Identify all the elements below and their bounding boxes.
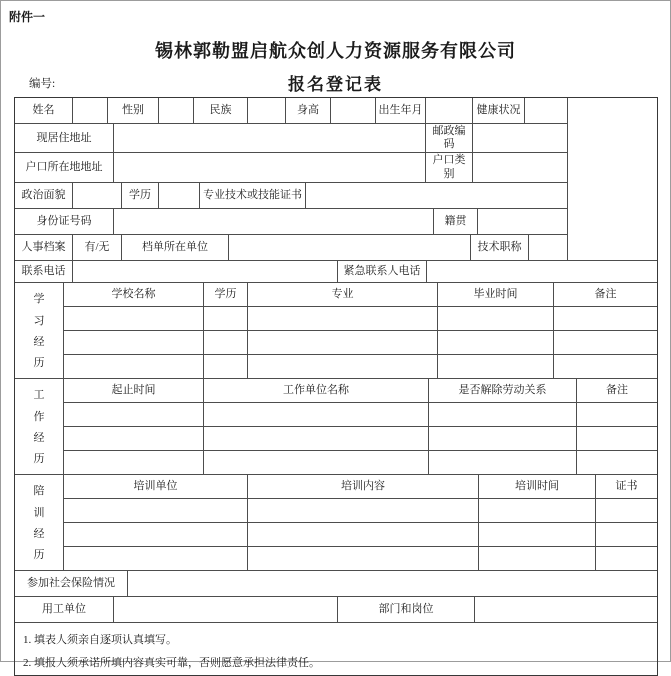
work-section-label bbox=[15, 379, 64, 474]
graduation-time-input-cell[interactable] bbox=[438, 331, 554, 354]
gender-input-cell[interactable] bbox=[159, 98, 194, 123]
training-section-body bbox=[64, 475, 657, 570]
registration-table bbox=[14, 97, 658, 676]
training-unit-input-cell[interactable] bbox=[64, 499, 248, 522]
major-input-cell[interactable] bbox=[248, 307, 438, 330]
labor-relation-input-cell[interactable] bbox=[429, 427, 577, 450]
education-input-cell[interactable] bbox=[159, 183, 200, 208]
work-unit-input-cell[interactable] bbox=[204, 403, 429, 426]
study-entry-row bbox=[64, 331, 657, 355]
graduation-time-input-cell[interactable] bbox=[438, 307, 554, 330]
phone-label: 联系电话 bbox=[15, 261, 73, 282]
training-unit-input-cell[interactable] bbox=[64, 547, 248, 570]
employer-row bbox=[15, 597, 657, 623]
training-content-input-cell[interactable] bbox=[248, 499, 479, 522]
social-insurance-row bbox=[15, 571, 657, 597]
school-name-header: 学校名称 bbox=[64, 283, 204, 306]
work-period-input-cell[interactable] bbox=[64, 403, 204, 426]
labor-relation-input-cell[interactable] bbox=[429, 403, 577, 426]
study-education-input-cell[interactable] bbox=[204, 355, 248, 378]
health-label: 健康状况 bbox=[473, 98, 525, 123]
study-section bbox=[15, 283, 657, 379]
work-section-body bbox=[64, 379, 657, 474]
training-entry-row bbox=[64, 523, 657, 547]
height-label: 身高 bbox=[286, 98, 331, 123]
study-section-label bbox=[15, 283, 64, 378]
photo-cell[interactable] bbox=[567, 98, 657, 260]
work-section bbox=[15, 379, 657, 475]
info-row-file bbox=[15, 235, 567, 260]
note-line-1: 1. 填表人须亲自逐项认真填写。 bbox=[23, 633, 177, 646]
training-unit-input-cell[interactable] bbox=[64, 523, 248, 546]
work-label-char: 经 bbox=[33, 431, 45, 444]
study-education-input-cell[interactable] bbox=[204, 331, 248, 354]
current-address-label: 现居住地址 bbox=[15, 124, 114, 152]
training-label-char: 陪 bbox=[33, 485, 45, 498]
training-section bbox=[15, 475, 657, 571]
education-label: 学历 bbox=[122, 183, 159, 208]
notes-block bbox=[15, 623, 657, 675]
training-label-char: 历 bbox=[33, 549, 45, 562]
political-status-input-cell[interactable] bbox=[73, 183, 122, 208]
study-remark-input-cell[interactable] bbox=[554, 331, 657, 354]
training-cert-header: 证书 bbox=[615, 479, 638, 492]
health-input-cell[interactable] bbox=[525, 98, 567, 123]
labor-relation-input-cell[interactable] bbox=[429, 451, 577, 474]
training-section-label bbox=[15, 475, 64, 570]
school-name-input-cell[interactable] bbox=[64, 355, 204, 378]
training-time-input-cell[interactable] bbox=[479, 523, 596, 546]
training-time-header: 培训时间 bbox=[479, 475, 596, 498]
emergency-phone-label: 紧急联系人电话 bbox=[338, 261, 427, 282]
birth-date-label: 出生年月 bbox=[376, 98, 426, 123]
work-remark-header: 备注 bbox=[606, 383, 628, 396]
skill-cert-label: 专业技术或技能证书 bbox=[200, 183, 306, 208]
training-content-input-cell[interactable] bbox=[248, 547, 479, 570]
labor-relation-header: 是否解除劳动关系 bbox=[429, 379, 577, 402]
training-cert-input-cell[interactable] bbox=[596, 523, 657, 546]
training-cert-input-cell[interactable] bbox=[596, 499, 657, 522]
training-header-row bbox=[64, 475, 657, 499]
id-number-label: 身份证号码 bbox=[15, 209, 114, 234]
training-label-char: 训 bbox=[33, 506, 45, 519]
hukou-type-input-cell[interactable] bbox=[473, 153, 567, 181]
employer-input-cell[interactable] bbox=[114, 597, 338, 622]
birth-date-input-cell[interactable] bbox=[426, 98, 473, 123]
study-remark-input-cell[interactable] bbox=[554, 355, 657, 378]
tech-title-input-cell[interactable] bbox=[529, 235, 567, 260]
study-label-char: 学 bbox=[33, 293, 45, 306]
top-info-block bbox=[15, 98, 657, 261]
native-place-input-cell[interactable] bbox=[478, 209, 567, 234]
info-row-basic bbox=[15, 98, 567, 124]
info-row-hukou bbox=[15, 153, 567, 182]
height-input-cell[interactable] bbox=[331, 98, 376, 123]
personnel-file-label: 人事档案 bbox=[15, 235, 73, 260]
graduation-time-header: 毕业时间 bbox=[438, 283, 554, 306]
company-title: 锡林郭勒盟启航众创人力资源服务有限公司 bbox=[155, 41, 516, 61]
current-address-input-cell[interactable] bbox=[114, 124, 426, 152]
work-entry-row bbox=[64, 403, 657, 427]
training-time-input-cell[interactable] bbox=[479, 547, 596, 570]
postal-code-input-cell[interactable] bbox=[473, 124, 567, 152]
department-position-label: 部门和岗位 bbox=[338, 597, 475, 622]
study-label-char: 历 bbox=[33, 357, 45, 370]
social-insurance-label: 参加社会保险情况 bbox=[15, 571, 128, 596]
gender-label: 性别 bbox=[108, 98, 159, 123]
file-yes-no-label: 有/无 bbox=[73, 235, 122, 260]
work-remark-input-cell[interactable] bbox=[577, 427, 657, 450]
emergency-phone-input-cell[interactable] bbox=[427, 261, 657, 282]
study-entry-row bbox=[64, 355, 657, 378]
study-education-input-cell[interactable] bbox=[204, 307, 248, 330]
tech-title-label: 技术职称 bbox=[471, 235, 529, 260]
ethnicity-label: 民族 bbox=[194, 98, 248, 123]
major-input-cell[interactable] bbox=[248, 355, 438, 378]
social-insurance-input-cell[interactable] bbox=[128, 571, 657, 596]
work-unit-input-cell[interactable] bbox=[204, 427, 429, 450]
training-label-char: 经 bbox=[33, 527, 45, 540]
employer-label: 用工单位 bbox=[15, 597, 114, 622]
work-period-header: 起止时间 bbox=[64, 379, 204, 402]
work-entry-row bbox=[64, 427, 657, 451]
school-name-input-cell[interactable] bbox=[64, 331, 204, 354]
work-period-input-cell[interactable] bbox=[64, 451, 204, 474]
ethnicity-input-cell[interactable] bbox=[248, 98, 286, 123]
info-row-id bbox=[15, 209, 567, 235]
training-unit-header: 培训单位 bbox=[64, 475, 248, 498]
info-row-political bbox=[15, 183, 567, 209]
native-place-label: 籍贯 bbox=[434, 209, 478, 234]
attachment-label: 附件一 bbox=[9, 10, 46, 24]
file-unit-input-cell[interactable] bbox=[229, 235, 471, 260]
name-label: 姓名 bbox=[15, 98, 73, 123]
work-header-row bbox=[64, 379, 657, 403]
department-position-input-cell[interactable] bbox=[475, 597, 657, 622]
training-content-input-cell[interactable] bbox=[248, 523, 479, 546]
id-number-input-cell[interactable] bbox=[114, 209, 434, 234]
hukou-type-label: 户口类别 bbox=[426, 153, 473, 181]
work-label-char: 工 bbox=[33, 389, 45, 402]
file-unit-label: 档单所在单位 bbox=[122, 235, 229, 260]
hukou-address-input-cell[interactable] bbox=[114, 153, 426, 181]
training-cert-input-cell[interactable] bbox=[596, 547, 657, 570]
work-unit-header: 工作单位名称 bbox=[204, 379, 429, 402]
work-label-char: 历 bbox=[33, 453, 45, 466]
form-title: 报名登记表 bbox=[288, 75, 383, 94]
training-time-input-cell[interactable] bbox=[479, 499, 596, 522]
hukou-address-label: 户口所在地地址 bbox=[15, 153, 114, 181]
training-content-header: 培训内容 bbox=[248, 475, 479, 498]
note-line-2: 2. 填报人须承诺所填内容真实可靠，否则愿意承担法律责任。 bbox=[23, 656, 320, 669]
title-row bbox=[1, 70, 670, 92]
work-entry-row bbox=[64, 451, 657, 474]
work-unit-input-cell[interactable] bbox=[204, 451, 429, 474]
graduation-time-input-cell[interactable] bbox=[438, 355, 554, 378]
top-info-rows bbox=[15, 98, 567, 260]
major-header: 专业 bbox=[248, 283, 438, 306]
training-entry-row bbox=[64, 547, 657, 570]
info-row-phone bbox=[15, 261, 657, 283]
info-row-address bbox=[15, 124, 567, 153]
major-input-cell[interactable] bbox=[248, 331, 438, 354]
work-remark-input-cell[interactable] bbox=[577, 403, 657, 426]
work-remark-input-cell[interactable] bbox=[577, 451, 657, 474]
study-education-header: 学历 bbox=[204, 283, 248, 306]
study-remark-input-cell[interactable] bbox=[554, 307, 657, 330]
school-name-input-cell[interactable] bbox=[64, 307, 204, 330]
study-label-char: 经 bbox=[33, 335, 45, 348]
work-label-char: 作 bbox=[33, 410, 45, 423]
skill-cert-input-cell[interactable] bbox=[306, 183, 567, 208]
name-input-cell[interactable] bbox=[73, 98, 108, 123]
phone-input-cell[interactable] bbox=[73, 261, 338, 282]
postal-code-label: 邮政编码 bbox=[426, 124, 473, 152]
study-entry-row bbox=[64, 307, 657, 331]
political-status-label: 政治面貌 bbox=[15, 183, 73, 208]
work-period-input-cell[interactable] bbox=[64, 427, 204, 450]
study-remark-header: 备注 bbox=[594, 287, 617, 300]
training-entry-row bbox=[64, 499, 657, 523]
study-label-char: 习 bbox=[33, 314, 45, 327]
study-header-row bbox=[64, 283, 657, 307]
serial-number-label: 编号: bbox=[29, 78, 56, 90]
study-section-body bbox=[64, 283, 657, 378]
